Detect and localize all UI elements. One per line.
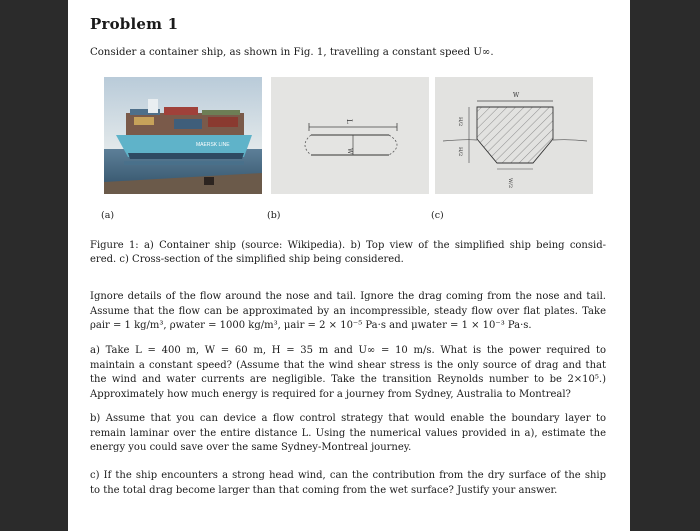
hull-lettering: MAERSK LINE [196,142,230,148]
subfigure-label-a: (a) [101,210,115,221]
figure-b-top-view [271,77,429,194]
figure-a-ship-photo [104,77,262,194]
paragraph-line: to the total drag become larger than that coming from the wet surface? Justify your answer. [90,484,558,496]
paragraph-line: c) If the ship encounters a strong head wind, can the contribution from the dry surface of the ship [90,470,606,481]
figure-c-cross-section [435,77,593,194]
paragraph-line: b) Assume that you can device a flow control strategy that would enable the boundary layer to [90,413,606,424]
paragraph-line: Assume that the flow can be approximated by an incompressible, steady flow over flat plates. Take [90,305,606,317]
paragraph-line: energy you could save over the same Sydney-Montreal journey. [90,442,412,454]
assumptions-paragraph [90,290,606,334]
subfigure-label-b: (b) [267,210,281,221]
paragraph-line: remain laminar over the entire distance L. Using the numerical values provided in a), estimate the [90,427,606,439]
label-W-top: W [513,92,520,99]
label-H-half-lower: H/2 [457,147,463,157]
paragraph-line: ρair = 1 kg/m³, ρwater = 1000 kg/m³, μair = 2 × 10⁻⁵ Pa·s and μwater = 1 × 10⁻³ Pa·s. [90,320,532,332]
paragraph-line: the wind and water currents are negligible. Take the transition Reynolds number to be 2×10⁵.) [90,374,606,386]
label-H-half-upper: H/2 [457,117,463,127]
subfigure-label-c: (c) [431,210,444,221]
question-a-paragraph [90,344,606,402]
question-b-paragraph [90,412,606,456]
caption-line: Figure 1: a) Container ship (source: Wikipedia). b) Top view of the simplified ship being consid- [90,240,606,251]
label-W-half-bottom: W/2 [507,178,513,189]
paragraph-line: Approximately how much energy is required for a journey from Sydney, Australia to Montreal? [90,388,571,400]
paragraph-line: Ignore details of the flow around the nose and tail. Ignore the drag coming from the nose and tail. [90,291,606,302]
label-W: W [346,148,353,155]
problem-title: Problem 1 [90,15,179,33]
figure-caption [90,239,606,267]
paragraph-line: maintain a constant speed? (Assume that the wind shear stress is the only source of drag and that [90,359,606,371]
question-c-paragraph [90,469,606,498]
caption-line: ered. c) Cross-section of the simplified ship being considered. [90,254,404,265]
label-L: L [345,119,353,124]
paragraph-line: a) Take L = 400 m, W = 60 m, H = 35 m and U∞ = 10 m/s. What is the power required to [90,345,606,356]
intro-text: Consider a container ship, as shown in Fig. 1, travelling a constant speed U∞. [90,47,494,58]
document-page [68,0,630,531]
